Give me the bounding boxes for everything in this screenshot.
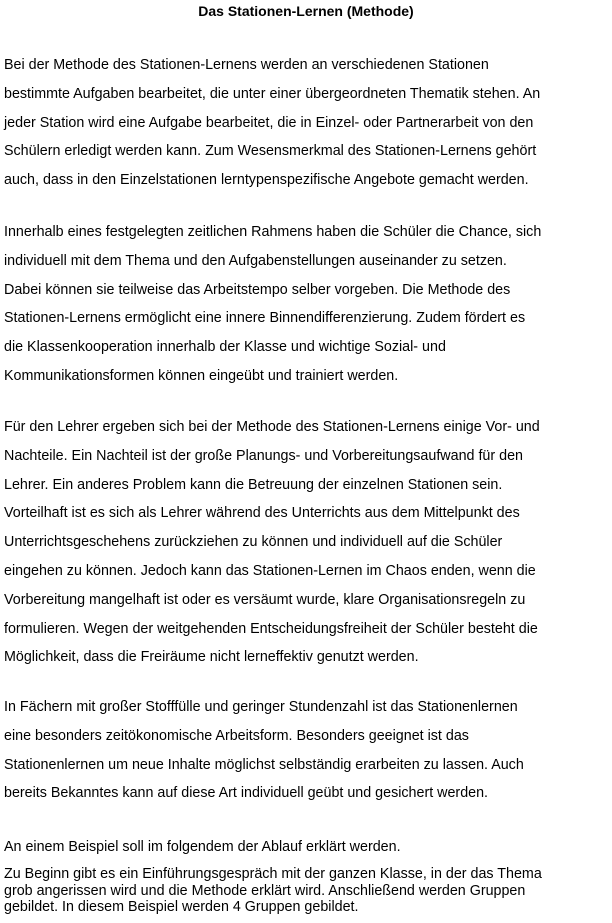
paragraph-teacher-pros-cons [4, 413, 608, 672]
text-line: formulieren. Wegen der weitgehenden Entscheidungsfreiheit der Schüler besteht die [4, 620, 538, 637]
text-line: Dabei können sie teilweise das Arbeitstempo selber vorgeben. Die Methode des [4, 281, 511, 298]
text-line: Nachteile. Ein Nachteil ist der große Planungs- und Vorbereitungsaufwand für den [4, 447, 523, 464]
text-line: eingehen zu können. Jedoch kann das Stationen-Lernen im Chaos enden, wenn die [4, 562, 536, 579]
text-line: An einem Beispiel soll im folgendem der Ablauf erklärt werden. [4, 839, 401, 855]
text-line: auch, dass in den Einzelstationen lerntypenspezifische Angebote gemacht werden. [4, 172, 529, 189]
text-line: Lehrer. Ein anderes Problem kann die Betreuung der einzelnen Stationen sein. [4, 476, 503, 493]
text-line: bereits Bekanntes kann auf diese Art individuell geübt und gesichert werden. [4, 785, 489, 802]
text-line: Stationen-Lernens ermöglicht eine innere Binnendifferenzierung. Zudem fördert es [4, 310, 526, 327]
text-line: grob angerissen wird und die Methode erklärt wird. Anschließend werden Gruppen [4, 882, 526, 899]
text-line: bestimmte Aufgaben bearbeitet, die unter einer übergeordneten Thematik stehen. An [4, 85, 541, 102]
text-line: Innerhalb eines festgelegten zeitlichen Rahmens haben die Schüler die Chance, sich [4, 224, 542, 240]
text-line: jeder Station wird eine Aufgabe bearbeitet, die in Einzel- oder Partnerarbeit von den [4, 114, 534, 131]
text-line: Zu Beginn gibt es ein Einführungsgespräch mit der ganzen Klasse, in der das Thema [4, 866, 542, 882]
document-title: Das Stationen-Lernen (Methode) [198, 3, 414, 19]
text-line: gebildet. In diesem Beispiel werden 4 Gruppen gebildet. [4, 899, 359, 915]
text-line: individuell mit dem Thema und den Aufgabenstellungen auseinander zu setzen. [4, 252, 507, 269]
text-line: Bei der Methode des Stationen-Lernens werden an verschiedenen Stationen [4, 57, 489, 73]
text-line: Stationenlernen um neue Inhalte möglichst selbständig erarbeiten zu lassen. Auch [4, 756, 524, 773]
paragraph-intro [4, 51, 608, 195]
text-line: Schülern erledigt werden kann. Zum Wesensmerkmal des Stationen-Lernens gehört [4, 143, 537, 160]
paragraph-subjects [4, 693, 608, 808]
text-line: Unterrichtsgeschehens zurückziehen zu können und individuell auf die Schüler [4, 534, 503, 551]
paragraph-example-intro [4, 833, 608, 862]
text-line: Kommunikationsformen können eingeübt und trainiert werden. [4, 367, 399, 384]
text-line: Für den Lehrer ergeben sich bei der Methode des Stationen-Lernens einige Vor- und [4, 419, 540, 435]
text-line: Möglichkeit, dass die Freiräume nicht lerneffektiv genutzt werden. [4, 649, 419, 666]
text-line: die Klassenkooperation innerhalb der Klasse und wichtige Sozial- und [4, 339, 446, 356]
text-line: Vorbereitung mangelhaft ist oder es versäumt wurde, klare Organisationsregeln zu [4, 591, 526, 608]
text-line: Vorteilhaft ist es sich als Lehrer während des Unterrichts aus dem Mittelpunkt des [4, 505, 520, 522]
paragraph-example-start [4, 866, 608, 916]
text-line: eine besonders zeitökonomische Arbeitsform. Besonders geeignet ist das [4, 727, 469, 744]
paragraph-time-frame [4, 218, 608, 391]
text-line: In Fächern mit großer Stofffülle und geringer Stundenzahl ist das Stationenlernen [4, 699, 518, 715]
